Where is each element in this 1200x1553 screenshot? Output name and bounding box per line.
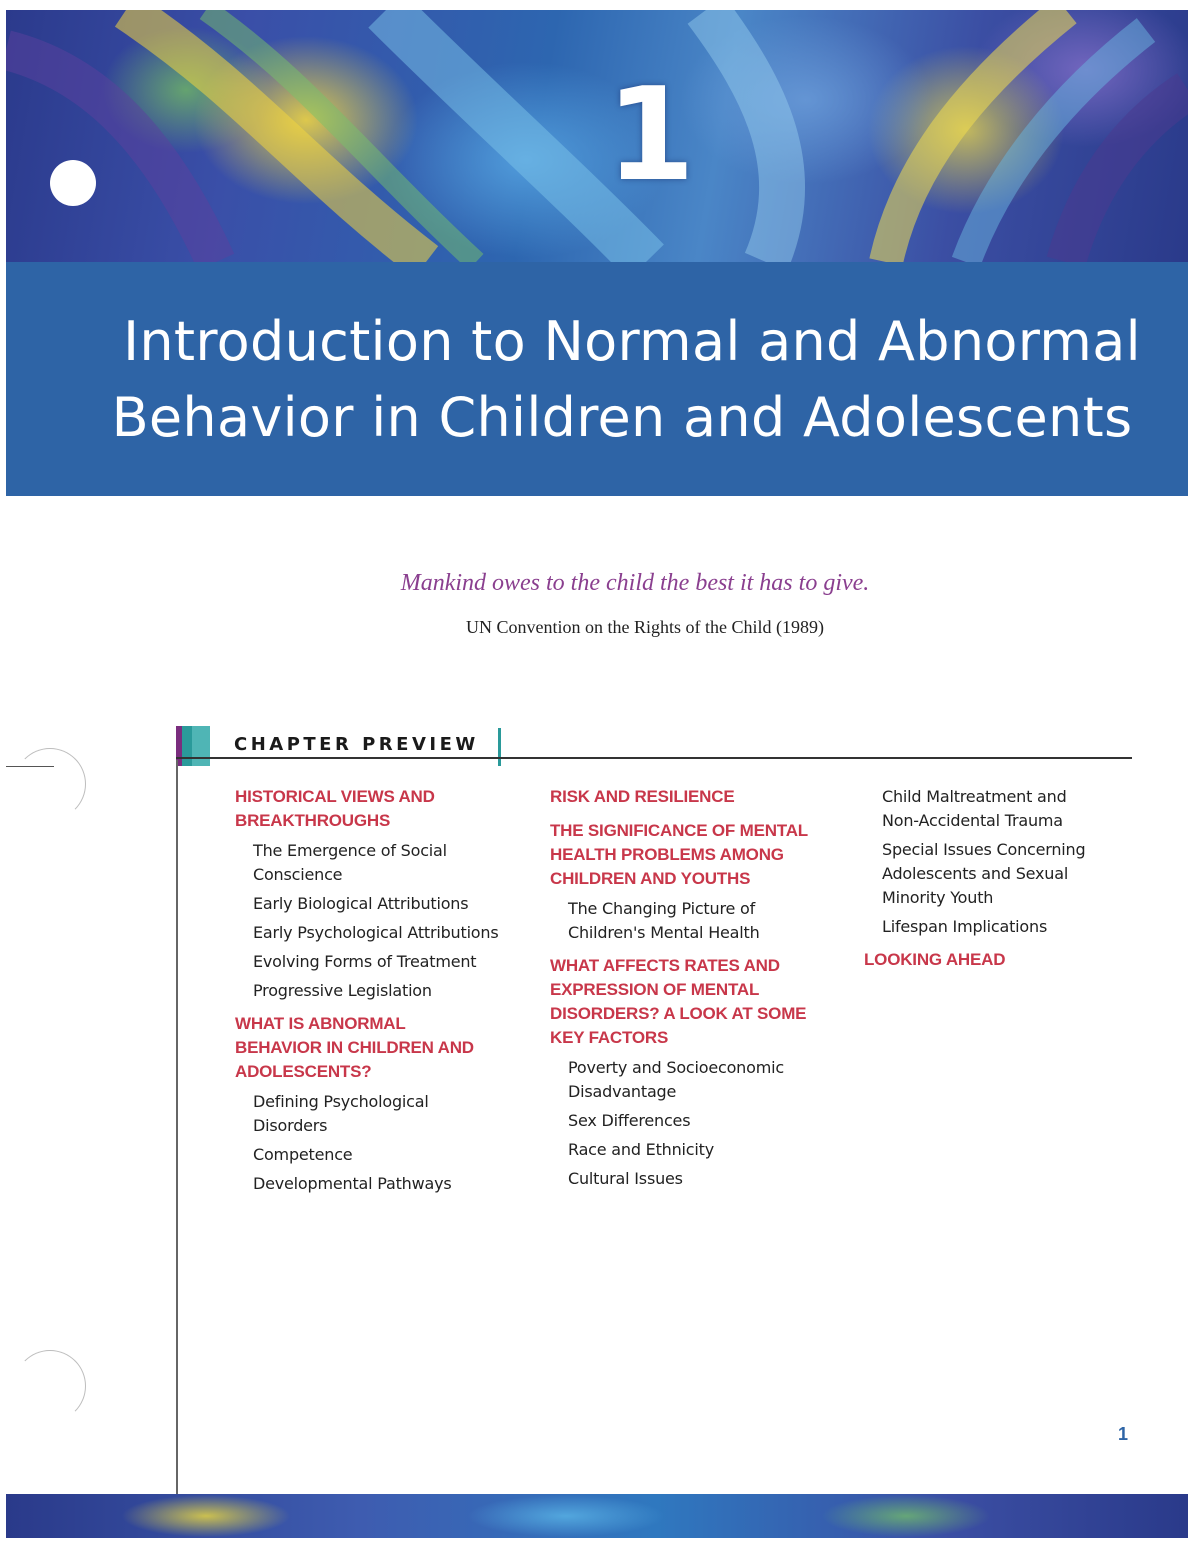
- section-heading: [864, 948, 1124, 972]
- section-heading-line: WHAT IS ABNORMAL: [235, 1014, 406, 1033]
- section-topic-line: Disadvantage: [568, 1082, 677, 1101]
- section-topic: [253, 950, 525, 974]
- section-heading-line: HEALTH PROBLEMS AMONG: [550, 845, 784, 864]
- chapter-number: 1: [606, 61, 696, 210]
- section-topic-line: Competence: [253, 1145, 353, 1164]
- section-topic: [253, 979, 525, 1003]
- section-topic: [568, 1056, 850, 1104]
- preview-column-2: [550, 785, 850, 1200]
- chapter-banner-image: [6, 10, 1188, 262]
- section-topic-line: Special Issues Concerning: [882, 840, 1086, 859]
- binder-hole-arc: [14, 1350, 86, 1422]
- section-topic: [253, 1143, 525, 1167]
- preview-column-3: [864, 785, 1124, 982]
- section-topic: [253, 892, 525, 916]
- section-topic-line: Early Biological Attributions: [253, 894, 469, 913]
- preview-divider-tick: [498, 728, 501, 766]
- section-topic-line: Cultural Issues: [568, 1169, 683, 1188]
- section-topic-line: Poverty and Socioeconomic: [568, 1058, 784, 1077]
- preview-accent-bar: [192, 726, 210, 766]
- section-heading-line: CHILDREN AND YOUTHS: [550, 869, 751, 888]
- section-topic: [253, 1172, 525, 1196]
- section-topic-line: Early Psychological Attributions: [253, 923, 499, 942]
- section-topic-line: Progressive Legislation: [253, 981, 432, 1000]
- preview-column-1: [235, 785, 525, 1205]
- section-topic-line: Children's Mental Health: [568, 923, 760, 942]
- section-topic-line: Developmental Pathways: [253, 1174, 452, 1193]
- section-heading-line: KEY FACTORS: [550, 1028, 669, 1047]
- section-heading: [550, 785, 850, 809]
- margin-vertical-rule: [176, 760, 178, 1520]
- section-topic: [253, 839, 525, 887]
- section-topic-line: Conscience: [253, 865, 343, 884]
- section-heading-line: EXPRESSION OF MENTAL: [550, 980, 760, 999]
- section-topic-line: Race and Ethnicity: [568, 1140, 714, 1159]
- section-topic-line: Sex Differences: [568, 1111, 691, 1130]
- section-spacer: [864, 978, 1124, 982]
- chapter-title-line-1: Introduction to Normal and Abnormal: [123, 310, 1141, 373]
- chapter-title-band: [6, 262, 1188, 496]
- section-topic: [568, 1138, 850, 1162]
- page-number: 1: [1118, 1424, 1129, 1444]
- section-heading-line: HISTORICAL VIEWS AND: [235, 787, 435, 806]
- section-topic-line: Defining Psychological: [253, 1092, 429, 1111]
- section-heading-line: LOOKING AHEAD: [864, 950, 1006, 969]
- section-topic-line: Child Maltreatment and: [882, 787, 1067, 806]
- section-topic: [882, 915, 1124, 939]
- section-topic: [568, 897, 850, 945]
- section-topic: [568, 1109, 850, 1133]
- section-topic-line: Minority Youth: [882, 888, 994, 907]
- section-heading-line: ADOLESCENTS?: [235, 1062, 372, 1081]
- section-heading-line: THE SIGNIFICANCE OF MENTAL: [550, 821, 808, 840]
- preview-accent-bar: [182, 726, 192, 766]
- section-topic: [882, 838, 1124, 910]
- section-heading: [550, 954, 850, 1050]
- epigraph-source: UN Convention on the Rights of the Child (1989): [466, 617, 824, 637]
- chapter-preview-label: CHAPTER PREVIEW: [234, 734, 479, 755]
- section-topic-line: Non-Accidental Trauma: [882, 811, 1063, 830]
- section-heading: [235, 1012, 525, 1084]
- epigraph-quote: Mankind owes to the child the best it has to give.: [400, 570, 870, 596]
- section-topic: [568, 1167, 850, 1191]
- chapter-preview-header: [176, 726, 1136, 766]
- section-topic-line: The Emergence of Social: [253, 841, 447, 860]
- footer-decorative-band: [6, 1494, 1188, 1538]
- section-topic-line: Disorders: [253, 1116, 328, 1135]
- section-spacer: [550, 1196, 850, 1200]
- section-topic: [882, 785, 1124, 833]
- section-topic: [253, 921, 525, 945]
- section-heading: [235, 785, 525, 833]
- section-topic-line: The Changing Picture of: [568, 899, 756, 918]
- chapter-title-line-2: Behavior in Children and Adolescents: [111, 386, 1133, 449]
- abstract-swirl-art: [6, 10, 1188, 262]
- binder-hole: [50, 160, 96, 206]
- preview-rule: [176, 757, 1132, 759]
- section-heading: [550, 819, 850, 891]
- section-topic-line: Adolescents and Sexual: [882, 864, 1069, 883]
- section-topic-line: Evolving Forms of Treatment: [253, 952, 477, 971]
- binder-hole-arc: [14, 748, 86, 820]
- section-topic: [253, 1090, 525, 1138]
- section-heading-line: BEHAVIOR IN CHILDREN AND: [235, 1038, 474, 1057]
- section-topic-line: Lifespan Implications: [882, 917, 1048, 936]
- section-heading-line: BREAKTHROUGHS: [235, 811, 391, 830]
- section-spacer: [235, 1201, 525, 1205]
- section-heading-line: WHAT AFFECTS RATES AND: [550, 956, 780, 975]
- section-heading-line: DISORDERS? A LOOK AT SOME: [550, 1004, 807, 1023]
- section-heading-line: RISK AND RESILIENCE: [550, 787, 735, 806]
